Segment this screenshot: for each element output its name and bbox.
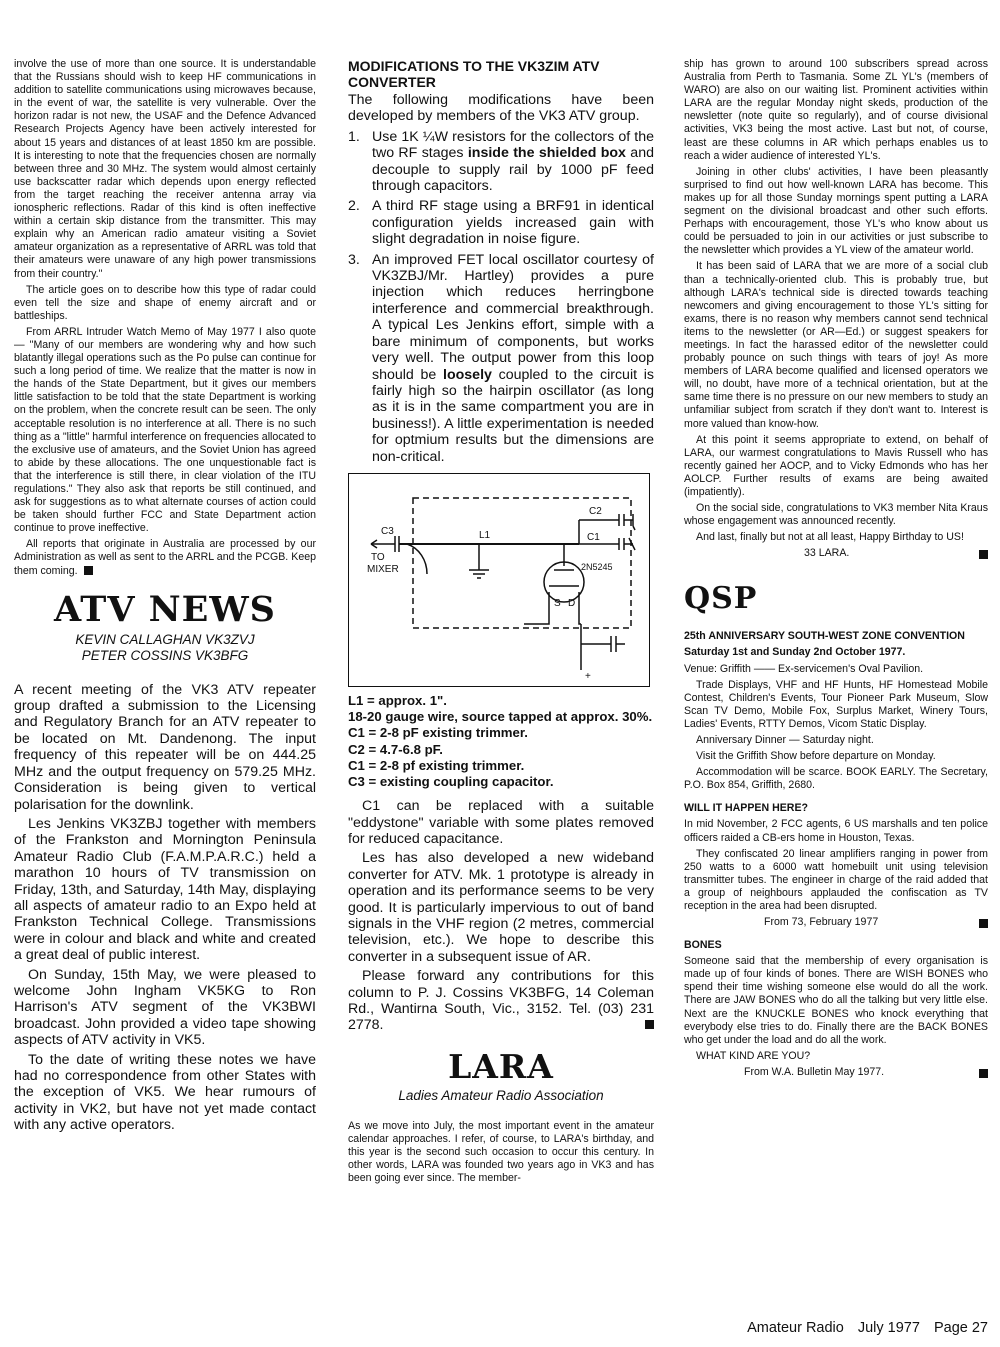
- source-text: From 73, February 1977: [764, 916, 879, 929]
- bones-question: WHAT KIND ARE YOU?: [696, 1049, 811, 1062]
- convention-venue: Venue: Griffith —— Ex-servicemen's Oval Pavilion.: [684, 662, 924, 675]
- signature: [684, 547, 988, 560]
- article-paragraph: On Sunday, 15th May, we were pleased to welcome John Ingham VK5KG to Ron Harrison's ATV segment of the VK3BWI broadcast. John provided a video tape showing aspects of ATV activity in VK5.: [14, 966, 316, 1049]
- label-l1: L1: [479, 529, 491, 541]
- page-footer: [737, 1320, 988, 1336]
- atv-news-body: [14, 682, 316, 1134]
- label-source: S: [554, 597, 561, 609]
- column-right: [684, 58, 988, 1082]
- article-paragraph: From ARRL Intruder Watch Memo of May 1977 I also quote — "Many of our members are wondering why and how such blatantly illegal operations such as the Po pulse can continue for such a long period of time. We realize that the matter is now in the hands of the State Department, but it gives our members little satisfaction to be told that the state Department is working on the problem, when the concrete result can be seen. The only acceptable resolution is no interference at all. There is no such thing as a "little" harmful interference on frequencies allocated to the exclusive use of amateurs, and the Soviet Union has agreed to abide by these allocations. The one unquestionable fact is that the interference is still there, in clear violation of the ITU regulations." They also ask that reports be still continued, and ask for suggestions as to what alternate courses of action could be taken should further FCC and State Department action continue to prove ineffective.: [14, 325, 316, 535]
- label-to: TO: [371, 551, 385, 563]
- label-mixer: MIXER: [367, 563, 399, 575]
- legend-line: 18-20 gauge wire, source tapped at approx. 30%.: [348, 709, 653, 725]
- label-fet-part: 2N5245: [581, 561, 613, 572]
- end-of-article-mark: [645, 1020, 654, 1029]
- column-middle: [348, 58, 654, 1188]
- ground-symbol: [633, 514, 635, 530]
- list-item: [348, 129, 654, 195]
- article-paragraph: Visit the Griffith Show before departure on Monday.: [696, 750, 936, 763]
- article-paragraph: Les Jenkins VK3ZBJ together with members of the Frankston and Mornington Peninsula Amateur Radio Club (F.A.M.P.A.R.C.) held a marathon 10 hours of TV transmission on Friday, 13th, and Saturday, 14th May, displaying all aspects of amateur radio to an Expo held at Frankston Technical College. Transmissions were in colour and black and white and created a great deal of public interest.: [14, 815, 316, 964]
- article-paragraph: Accommodation will be scarce. BOOK EARLY. The Secretary, P.O. Box 854, Griffith, 2680.: [684, 766, 988, 792]
- article-paragraph: Someone said that the membership of every organisation is made up of four kinds of bones. There are WISH BONES who spend their time wishing someone else would do all the work. There are JAW BONES who do all the talking but very little else. Next are the KNUCKLE BONES who knock everything that everybody else tries to do. Finally there are the BACK BONES who get under the load and do all the work.: [684, 955, 988, 1046]
- list-item: [348, 252, 654, 465]
- label-drain: D: [568, 597, 576, 609]
- legend-line: L1 = approx. 1".: [348, 692, 447, 708]
- article-paragraph: In mid November, 2 FCC agents, 6 US marshalls and ten police officers raided a CB-ers home in Houston, Texas.: [684, 818, 988, 844]
- fet-body: [544, 562, 584, 602]
- qsp-body: [684, 630, 988, 1079]
- lara-subtitle: Ladies Amateur Radio Association: [398, 1087, 604, 1103]
- article-paragraph: involve the use of more than one source. It is understandable that the Russians should wish to keep HF communications in addition to satellite communications using microwaves because, in the event of war, the satellite is very vulnerable. Over the horizon radar is not new, the USAF and the Defence Advanced Research Projects Agency have been actively interested for about 15 years and distances of at least 1850 km are possible. It is interesting to note that the frequencies chosen are normally between three and 30 MHz. The system would almost certainly use backscatter radar which depends upon energy reflected from the target reaching the receiver antenna array via ionospheric reflections. Radar of this kind is often ineffective within a certain skip distance from the transmitter. This may explain why an American radio amateur visiting a Soviet amateur organization as a representative of ARRL was told that their amateurs were unaware of any high power transmissions from their country.": [14, 58, 316, 280]
- list-text-part: A third RF stage using a BRF91 in identical configuration yields increased gain with slight degradation in noise figure.: [372, 198, 654, 248]
- drain-lead: [579, 592, 581, 624]
- list-item: [348, 198, 654, 247]
- column-left: [14, 58, 316, 1137]
- will-heading: WILL IT HAPPEN HERE?: [684, 802, 808, 815]
- oscillator-circuit-diagram: [348, 473, 650, 687]
- article-paragraph: They confiscated 20 linear amplifiers ranging in power from 250 watts to a 6000 watt homebuilt unit using television transmitter tubes. The engineer in charge of the raid added that a group of neighbours applauded the confiscation as TV reception in the area had been disrupted.: [684, 847, 988, 912]
- modifications-continued: [348, 798, 654, 1034]
- lara-continued: [684, 58, 988, 560]
- article-paragraph: Trade Displays, VHF and HF Hunts, HF Homestead Mobile Contest, Children's Events, Tour Pioneer Park Museum, Slow Scan TV Demo, Mobile Fox, Surplus Market, Winery Tours, Ladies' Events, RTTY Demos, Vicom Static Display.: [684, 678, 988, 730]
- list-number: 3.: [348, 251, 360, 268]
- intruder-article: [14, 58, 316, 578]
- atv-byline-2: PETER COSSINS VK3BFG: [81, 647, 249, 663]
- list-text-part: Use 1K ¼W resistors for the collectors of the two RF stages: [372, 128, 654, 162]
- article-paragraph: It has been said of LARA that we are more of a social club than a technically-oriented club. This is probably true, but although LARA's technical side is directed towards teaching newcomers and giving encouragement to those YL's sitting for exams, there is no reason why members cannot send technical items to the newsletter (or AR—Ed.) or suggest speakers for meetings. In fact the harassed editor of the newsletter could probably pounce on such things with tears of joy! As more members of LARA become qualified and licensed operators we will, no doubt, have more of a technical orientation, but at the same time there is no pressure on our new members to study an unfamiliar subject from scratch if they don't want to. Interest is more valued than know-how.: [684, 260, 988, 430]
- convention-heading: 25th ANNIVERSARY SOUTH-WEST ZONE CONVENTION: [684, 630, 965, 643]
- article-paragraph: Les has also developed a new wideband converter for ATV. Mk. 1 prototype is already in operation and its performance seems to be very good. It is particularly impervious to out of band signals in the VHF region (2 metres, commercial television, etc.). We hope to describe this converter in a subsequent issue of AR.: [348, 850, 654, 965]
- list-text-part: and decouple to supply rail by 1000 pF feed through capacitors.: [372, 145, 654, 195]
- list-number: 2.: [348, 198, 360, 215]
- label-c1: C1: [587, 531, 600, 543]
- diagram-legend: [348, 693, 654, 790]
- modifications-heading: MODIFICATIONS TO THE VK3ZIM ATV CONVERTER: [348, 58, 600, 90]
- article-paragraph: The article goes on to describe how this type of radar could even tell the size and shape of enemy aircraft and or battleships.: [14, 283, 316, 322]
- list-text-part: coupled to the circuit is fairly high so the hairpin oscillator (as long as it is in the same compartment you are in business!). A little experimentation is needed for optmium results but the dimensions are non-critical.: [372, 366, 654, 465]
- list-text-bold: inside the shielded box: [467, 145, 626, 162]
- label-c2: C2: [589, 505, 602, 517]
- modifications-body: [348, 92, 654, 465]
- source-lead: [524, 592, 549, 624]
- qsp-title: QSP: [684, 581, 758, 617]
- intro-paragraph: The following modifications have been developed by members of the VK3 ATV group.: [348, 92, 654, 125]
- list-text-bold: loosely: [443, 366, 492, 383]
- signature-text: 33 LARA.: [804, 547, 850, 560]
- legend-line: C3 = existing coupling capacitor.: [348, 773, 554, 789]
- article-paragraph: To the date of writing these notes we have had no correspondence from other States with the exception of VK5. We hear rumours of activity in VK2, but have not yet made contact with any active operators.: [14, 1051, 316, 1134]
- end-of-article-mark: [979, 1069, 988, 1078]
- article-paragraph: A recent meeting of the VK3 ATV repeater group drafted a submission to the Licensing and Regulatory Branch for an ATV repeater to be located on Mt. Dandenong. The input frequency of this repeater will be on 444.25 MHz and the output frequency on 579.25 MHz. Consideration is being given to vertical polarisation for the downlink.: [14, 681, 316, 813]
- end-of-article-mark: [979, 919, 988, 928]
- article-paragraph: Joining in other clubs' activities, I have been pleasantly surprised to find out how well-known LARA has become. This makes up for all those Sunday mornings spent putting a LARA segment on the divisional broadcast and other such efforts. Perhaps with encouragement, those YL's who know about us could be persuaded to join in our activities or just subscribe to the newsletter which provides a YL view of the amateur world.: [684, 165, 988, 257]
- atv-news-title: ATV NEWS: [54, 588, 276, 630]
- label-c3: C3: [381, 525, 394, 537]
- article-paragraph: On the social side, congratulations to VK3 member Nita Kraus whose engagement was announced recently.: [684, 502, 988, 528]
- list-number: 1.: [348, 128, 360, 145]
- list-text: [372, 198, 654, 247]
- article-paragraph: [14, 538, 316, 577]
- article-paragraph-text: All reports that originate in Australia are processed by our Administration as well as sent to the ARRL and the PCGB. Keep them coming.: [14, 538, 316, 577]
- end-of-article-mark: [979, 550, 988, 559]
- issue-date: July 1977: [857, 1320, 920, 1336]
- source-line: [684, 916, 988, 929]
- source-line: [684, 1066, 988, 1079]
- list-text-part: An improved FET local oscillator courtesy of VK3ZBJ/Mr. Hartley) provides a pure injection which reduces herringbone interference and commercial breakthrough. A typical Les Jenkins effort, simple with a bare minimum of components, but works very well. The output power from this loop should be: [372, 251, 654, 383]
- article-paragraph: [348, 968, 654, 1034]
- article-paragraph: ship has grown to around 100 subscribers spread across Australia from Perth to Tasmania. Some ZL YL's (members of WARO) are also on our waiting list. Prominent activities within LARA are the regular Monday night skeds, production of the newsletter (note quite so regularly), and of course divisional activities, VK3 being the most active. Last but not, of course, least are these columns in AR which perhaps enables us to reach a wider audience of interested YL's.: [684, 58, 988, 162]
- lara-body: [348, 1120, 654, 1185]
- ground-symbol: [469, 570, 489, 578]
- article-paragraph: And last, finally but not at all least, Happy Birthday to US!: [696, 531, 964, 544]
- article-paragraph: C1 can be replaced with a suitable "eddystone" variable with some plates removed for reduced capacitance.: [348, 798, 654, 847]
- lara-title: LARA: [448, 1046, 554, 1086]
- modifications-list: [348, 129, 654, 465]
- list-text: [372, 252, 654, 465]
- bones-heading: BONES: [684, 939, 722, 952]
- legend-line: C1 = 2-8 pf existing trimmer.: [348, 757, 525, 773]
- atv-byline-1: KEVIN CALLAGHAN VK3ZVJ: [75, 631, 255, 647]
- convention-date: Saturday 1st and Sunday 2nd October 1977.: [684, 646, 906, 659]
- end-of-article-mark: [84, 566, 93, 575]
- article-paragraph-text: Please forward any contributions for this column to P. J. Cossins VK3BFG, 14 Coleman Rd., Wantirna South, Vic., 3152. Tel. (03) 231 2778.: [348, 968, 654, 1034]
- legend-line: C1 = 2-8 pF existing trimmer.: [348, 725, 528, 741]
- source-text: From W.A. Bulletin May 1977.: [744, 1065, 885, 1078]
- article-paragraph: At this point it seems appropriate to extend, on behalf of LARA, our warmest congratulations to Mavis Russell who has recently gained her AOCP, and to Vicky Edmonds who has her AOLCP. Further results of exams are being awaited (impatiently).: [684, 433, 988, 498]
- circuit-svg: [349, 474, 649, 686]
- magazine-name: Amateur Radio: [747, 1320, 844, 1336]
- page-number: Page 27: [933, 1320, 988, 1336]
- list-text: [372, 129, 654, 195]
- legend-line: C2 = 4.7-6.8 pF.: [348, 741, 443, 757]
- label-plus: +: [585, 670, 591, 682]
- article-paragraph: As we move into July, the most important event in the amateur calendar approaches. I refer, of course, to LARA's birthday, and this year is the second such occasion to occur this century. In other words, LARA was founded two years ago in VK3 and has been going ever since. The member-: [348, 1119, 654, 1185]
- coupling-loop: [407, 544, 427, 574]
- article-paragraph: Anniversary Dinner — Saturday night.: [696, 734, 874, 747]
